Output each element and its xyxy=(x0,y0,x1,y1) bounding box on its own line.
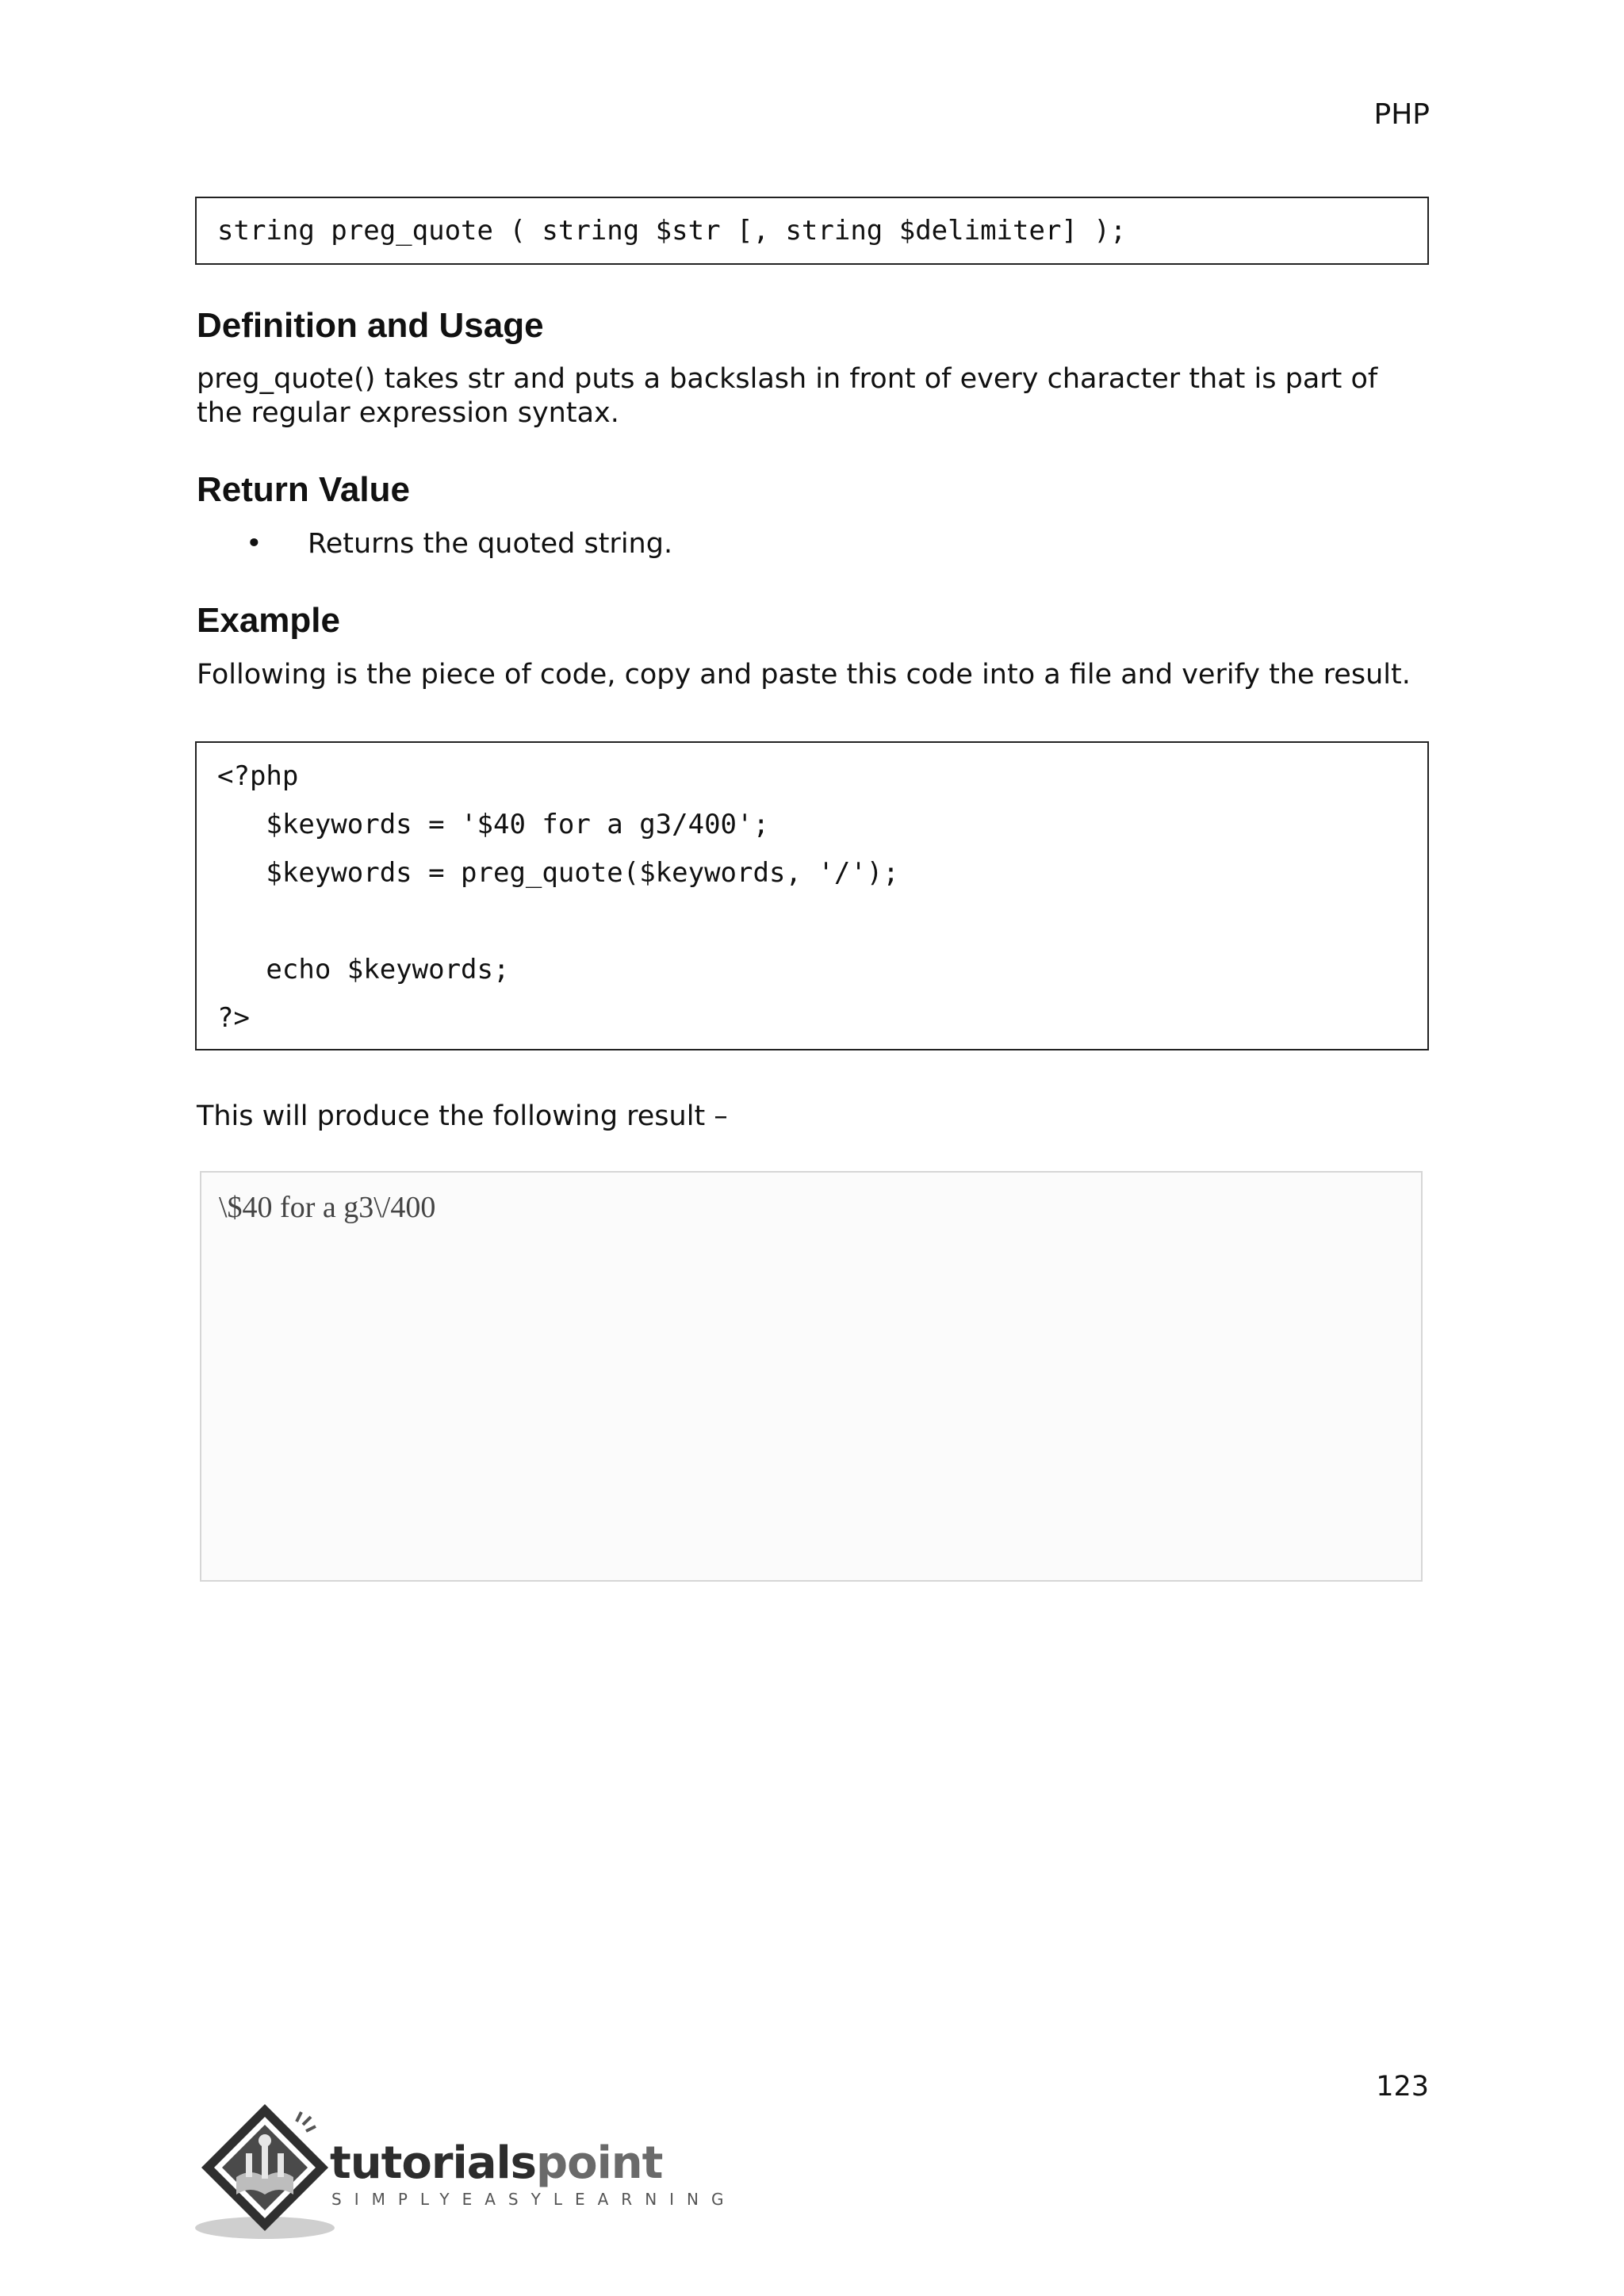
running-header: PHP xyxy=(1373,98,1430,131)
code-line: $keywords = preg_quote($keywords, '/'); xyxy=(217,857,899,889)
logo-wordmark: tutorialspoint xyxy=(330,2137,663,2189)
example-code-block xyxy=(195,741,1429,1050)
bullet-icon: • xyxy=(246,528,262,560)
code-line: ?> xyxy=(217,1002,250,1034)
code-line xyxy=(217,897,1407,946)
result-output-text: \$40 for a g3\/400 xyxy=(219,1191,436,1224)
definition-text: preg_quote() takes str and puts a backslash in front of every character that is part of the regular expression syntax. xyxy=(197,363,1378,429)
result-intro: This will produce the following result – xyxy=(197,1100,728,1132)
return-value-bullet xyxy=(246,528,672,560)
bullet-text: Returns the quoted string. xyxy=(308,528,673,560)
result-output-box xyxy=(200,1171,1423,1582)
tutorialspoint-book-diamond-icon xyxy=(195,2101,338,2244)
syntax-code-block: string preg_quote ( string $str [, string $delimiter] ); xyxy=(195,197,1429,265)
page-number: 123 xyxy=(1376,2071,1429,2103)
tutorialspoint-logo xyxy=(195,2101,737,2244)
example-intro: Following is the piece of code, copy and paste this code into a file and verify the result. xyxy=(197,659,1411,691)
code-line: <?php xyxy=(217,760,299,792)
definition-heading: Definition and Usage xyxy=(197,306,544,345)
return-value-heading: Return Value xyxy=(197,470,410,509)
example-heading: Example xyxy=(197,601,340,640)
logo-tagline: SIMPLYEASYLEARNING xyxy=(331,2190,737,2209)
code-line: $keywords = '$40 for a g3/400'; xyxy=(217,809,769,840)
code-line: echo $keywords; xyxy=(217,954,510,985)
